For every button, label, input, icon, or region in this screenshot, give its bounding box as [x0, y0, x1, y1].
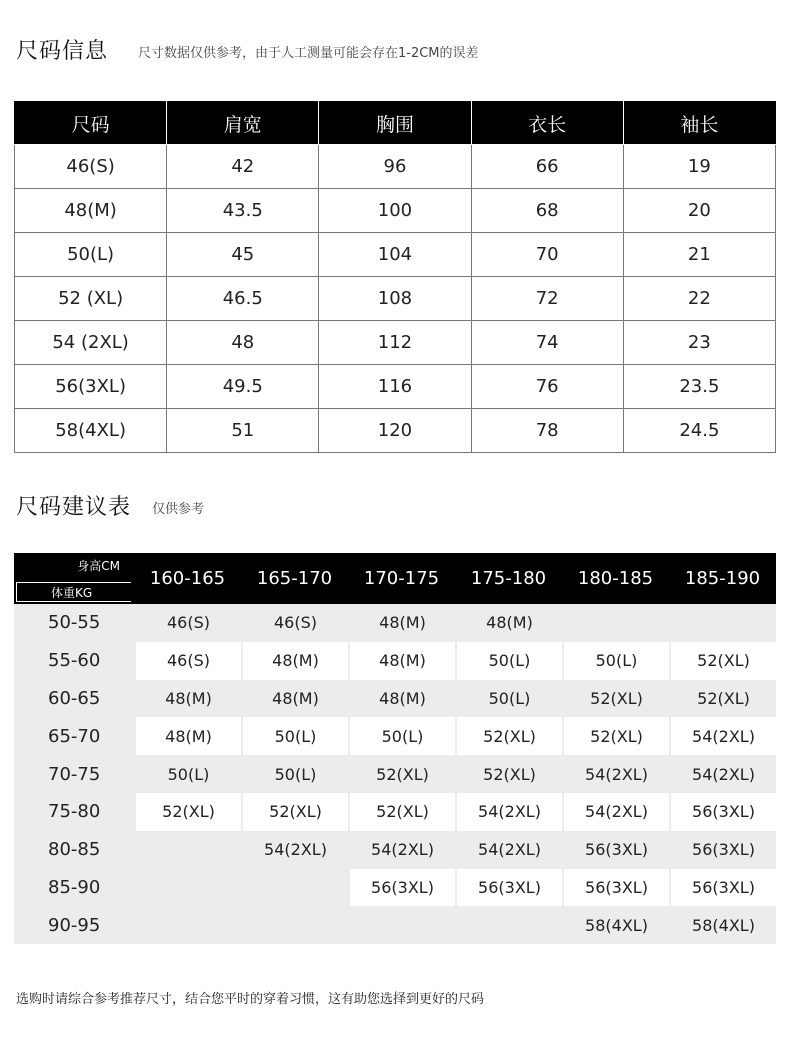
height-range-header: 180-185	[577, 568, 654, 589]
length-cell: 66	[471, 145, 623, 189]
size-recommendation-table	[14, 553, 776, 944]
size-info-title: 尺码信息	[16, 39, 109, 64]
recommended-size-cell: 54(2XL)	[669, 755, 776, 793]
chest-cell: 100	[319, 189, 471, 233]
recommended-size-cell	[134, 906, 241, 944]
table-row	[15, 145, 776, 189]
header-corner	[14, 553, 134, 604]
table-row	[14, 869, 776, 907]
weight-range-label: 60-65	[14, 680, 134, 718]
recommended-size-cell: 48(M)	[348, 604, 455, 642]
chest-cell: 112	[319, 321, 471, 365]
recommended-size-cell: 58(4XL)	[669, 906, 776, 944]
size-table-header-row	[15, 102, 776, 145]
height-range-header: 175-180	[470, 568, 547, 589]
size-table	[14, 101, 776, 453]
table-row	[15, 233, 776, 277]
chest-cell: 96	[319, 145, 471, 189]
weight-range-label: 80-85	[14, 831, 134, 869]
header-chest: 胸围	[319, 102, 471, 145]
weight-range-label: 65-70	[14, 717, 134, 755]
length-cell: 70	[471, 233, 623, 277]
recommended-size-cell: 50(L)	[241, 755, 348, 793]
table-row	[15, 321, 776, 365]
footer-note: 选购时请综合参考推荐尺寸，结合您平时的穿着习惯，这有助您选择到更好的尺码	[16, 992, 485, 1007]
recommended-size-cell: 56(3XL)	[348, 869, 455, 907]
header-size: 尺码	[15, 102, 167, 145]
size-recommendation-title: 尺码建议表	[16, 495, 132, 520]
size-cell: 54 (2XL)	[15, 321, 167, 365]
table-row	[14, 793, 776, 831]
weight-range-label: 85-90	[14, 869, 134, 907]
size-cell: 46(S)	[15, 145, 167, 189]
recommendation-body	[14, 604, 776, 944]
recommended-size-cell: 54(2XL)	[241, 831, 348, 869]
recommended-size-cell: 52(XL)	[241, 793, 348, 831]
size-recommendation-subtitle: 仅供参考	[152, 502, 205, 517]
shoulder-cell: 46.5	[167, 277, 319, 321]
shoulder-cell: 48	[167, 321, 319, 365]
table-row	[14, 717, 776, 755]
recommended-size-cell: 58(4XL)	[562, 906, 669, 944]
recommended-size-cell: 50(L)	[562, 642, 669, 680]
sleeve-cell: 21	[623, 233, 775, 277]
recommended-size-cell: 48(M)	[241, 642, 348, 680]
recommended-size-cell: 48(M)	[134, 680, 241, 718]
weight-range-label: 90-95	[14, 906, 134, 944]
sleeve-cell: 19	[623, 145, 775, 189]
size-cell: 52 (XL)	[15, 277, 167, 321]
size-cell: 48(M)	[15, 189, 167, 233]
recommended-size-cell: 56(3XL)	[669, 869, 776, 907]
recommended-size-cell: 50(L)	[455, 642, 562, 680]
recommended-size-cell: 46(S)	[134, 604, 241, 642]
recommended-size-cell: 52(XL)	[134, 793, 241, 831]
recommended-size-cell: 54(2XL)	[562, 755, 669, 793]
recommended-size-cell: 46(S)	[241, 604, 348, 642]
weight-axis-label: 体重KG	[16, 582, 131, 602]
table-row	[14, 604, 776, 642]
chest-cell: 116	[319, 365, 471, 409]
table-row	[14, 831, 776, 869]
recommended-size-cell: 52(XL)	[562, 717, 669, 755]
table-row	[15, 409, 776, 453]
recommended-size-cell: 54(2XL)	[455, 793, 562, 831]
recommended-size-cell: 48(M)	[241, 680, 348, 718]
recommended-size-cell: 52(XL)	[455, 717, 562, 755]
chest-cell: 120	[319, 409, 471, 453]
height-axis-label: 身高CM	[77, 559, 120, 573]
recommended-size-cell: 56(3XL)	[669, 793, 776, 831]
shoulder-cell: 43.5	[167, 189, 319, 233]
sleeve-cell: 24.5	[623, 409, 775, 453]
header-length: 衣长	[471, 102, 623, 145]
height-range-header: 170-175	[363, 568, 440, 589]
recommended-size-cell: 46(S)	[134, 642, 241, 680]
table-row	[14, 680, 776, 718]
recommended-size-cell: 52(XL)	[455, 755, 562, 793]
recommended-size-cell: 54(2XL)	[669, 717, 776, 755]
recommended-size-cell	[134, 831, 241, 869]
recommended-size-cell	[241, 869, 348, 907]
recommended-size-cell: 52(XL)	[669, 642, 776, 680]
recommended-size-cell: 52(XL)	[348, 793, 455, 831]
shoulder-cell: 51	[167, 409, 319, 453]
weight-range-label: 50-55	[14, 604, 134, 642]
size-cell: 58(4XL)	[15, 409, 167, 453]
recommendation-header-row	[14, 553, 776, 604]
recommended-size-cell: 48(M)	[348, 680, 455, 718]
recommended-size-cell: 56(3XL)	[562, 869, 669, 907]
header-sleeve: 袖长	[623, 102, 775, 145]
table-row	[14, 642, 776, 680]
chest-cell: 104	[319, 233, 471, 277]
weight-range-label: 55-60	[14, 642, 134, 680]
recommended-size-cell	[669, 604, 776, 642]
recommended-size-cell	[455, 906, 562, 944]
recommended-size-cell: 50(L)	[134, 755, 241, 793]
chest-cell: 108	[319, 277, 471, 321]
recommended-size-cell: 54(2XL)	[455, 831, 562, 869]
recommended-size-cell	[134, 869, 241, 907]
recommended-size-cell: 50(L)	[348, 717, 455, 755]
recommended-size-cell: 56(3XL)	[455, 869, 562, 907]
table-row	[15, 189, 776, 233]
size-cell: 50(L)	[15, 233, 167, 277]
recommended-size-cell	[348, 906, 455, 944]
recommended-size-cell	[562, 604, 669, 642]
weight-range-label: 75-80	[14, 793, 134, 831]
recommended-size-cell: 52(XL)	[669, 680, 776, 718]
length-cell: 78	[471, 409, 623, 453]
shoulder-cell: 45	[167, 233, 319, 277]
header-shoulder: 肩宽	[167, 102, 319, 145]
recommended-size-cell: 48(M)	[455, 604, 562, 642]
table-row	[15, 365, 776, 409]
sleeve-cell: 23	[623, 321, 775, 365]
recommended-size-cell: 48(M)	[134, 717, 241, 755]
sleeve-cell: 23.5	[623, 365, 775, 409]
table-row	[14, 906, 776, 944]
size-cell: 56(3XL)	[15, 365, 167, 409]
recommended-size-cell	[241, 906, 348, 944]
recommended-size-cell: 56(3XL)	[669, 831, 776, 869]
shoulder-cell: 49.5	[167, 365, 319, 409]
height-range-header: 160-165	[149, 568, 226, 589]
table-row	[14, 755, 776, 793]
recommended-size-cell: 52(XL)	[348, 755, 455, 793]
sleeve-cell: 22	[623, 277, 775, 321]
size-info-subtitle: 尺寸数据仅供参考，由于人工测量可能会存在1-2CM的误差	[138, 46, 479, 61]
height-range-header: 185-190	[684, 568, 761, 589]
recommended-size-cell: 52(XL)	[562, 680, 669, 718]
length-cell: 76	[471, 365, 623, 409]
shoulder-cell: 42	[167, 145, 319, 189]
length-cell: 72	[471, 277, 623, 321]
length-cell: 74	[471, 321, 623, 365]
recommended-size-cell: 56(3XL)	[562, 831, 669, 869]
recommended-size-cell: 50(L)	[241, 717, 348, 755]
weight-range-label: 70-75	[14, 755, 134, 793]
height-range-header: 165-170	[256, 568, 333, 589]
table-row	[15, 277, 776, 321]
recommended-size-cell: 54(2XL)	[348, 831, 455, 869]
recommended-size-cell: 50(L)	[455, 680, 562, 718]
recommended-size-cell: 54(2XL)	[562, 793, 669, 831]
recommended-size-cell: 48(M)	[348, 642, 455, 680]
length-cell: 68	[471, 189, 623, 233]
sleeve-cell: 20	[623, 189, 775, 233]
